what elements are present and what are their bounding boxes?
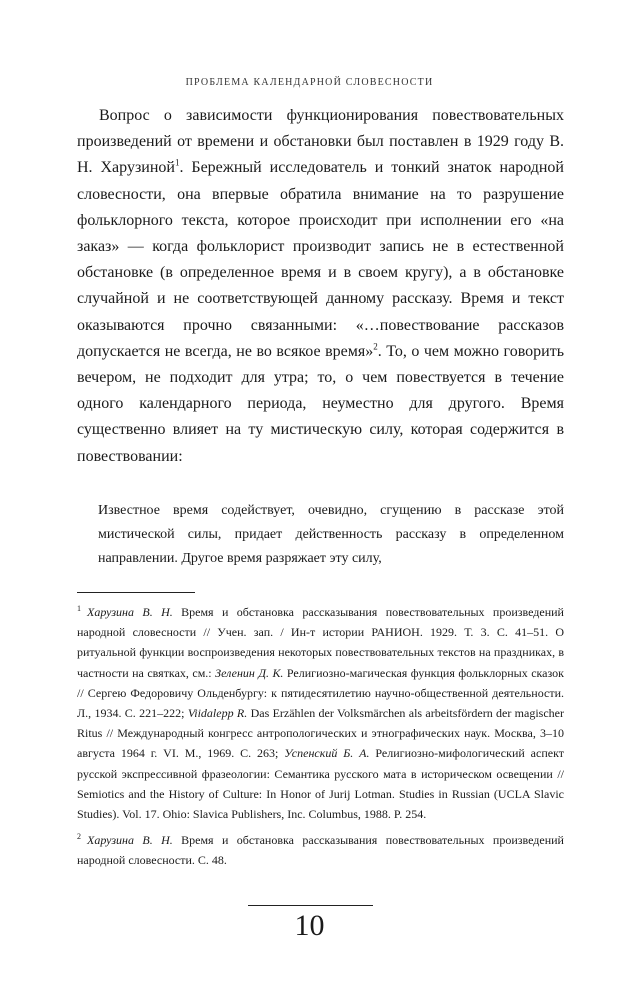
footnote-ref-1[interactable]: 1 <box>174 158 180 169</box>
footnote-separator <box>77 592 195 593</box>
footnote-text: Религиозно-магическая функция фольклорных сказок // Сергею Федоровичу Ольденбургу: к пятидесятилетию научно-общественной деятельности. Л., 1934. С. 221–222; <box>77 665 565 721</box>
footnote-author: Зеленин Д. К. <box>215 665 284 680</box>
footnote-text: Время и обстановка рассказывания повествовательных произведений народной словесности. С. 48. <box>77 833 564 868</box>
footnote-author: Viidalepp R. <box>187 706 248 721</box>
main-text-part-2: . Бережный исследователь и тонкий знаток народной словесности, она впервые обратила внимание на то разрушение фольклорного текста, которое происходит при исполнении его «на заказ» — когда фольклорист производит запись не в естественной обстановке (в определенное время и в своем кругу), а в обстановке случайной и не соответствующей данному рассказу. Время и текст оказываются прочно связанными: «…повествование рассказов допускается не всегда, не во всякое время» <box>77 159 564 360</box>
footnote-author: Успенский Б. А. <box>284 746 370 761</box>
footnote-text: Время и обстановка рассказывания повествовательных произведений народной словесности // Учен. зап. / Ин-т истории РАНИОН. 1929. Т. 3. С. 41–51. О ритуальной функции воспроизведения некоторых повествовательных текстов на праздниках, в частности на святках, см.: <box>77 605 564 680</box>
footnote-author: Харузина В. Н. <box>87 605 173 619</box>
main-text-part-1: Вопрос о зависимости функционирования повествовательных произведений от времени и обстановки был поставлен в 1929 году В. Н. Харузиной <box>77 107 564 177</box>
block-quote <box>98 499 564 571</box>
footnote-text: Религиозно-мифологический аспект русской экспрессивной фразеологии: Семантика русского мата в историческом освещении // Semiotics and the History of Culture: In Honor of Jurij Lotman. Studies in Russian (UCLA Slavic Studies). Vol. 17. Ohio: Slavica Publishers, Inc. Columbus, 1988. P. 254. <box>77 746 564 822</box>
footnote-text: Das Erzählen der Volksmärchen als arbeitsfördern der magischer Ritus // Международный конгресс антропологических и этнографических наук. Москва, 3–10 августа 1964 г. VI. М., 1969. С. 263; <box>77 706 564 761</box>
footnote-ref-2[interactable]: 2 <box>373 341 378 352</box>
running-header: ПРОБЛЕМА КАЛЕНДАРНОЙ СЛОВЕСНОСТИ <box>185 77 434 88</box>
quote-text: Известное время содействует, очевидно, сгущению в рассказе этой мистической силы, придает действенность рассказу в определенном направлении. Другое время разряжает эту силу, <box>98 503 564 566</box>
footnote-1 <box>77 602 564 824</box>
main-paragraph <box>77 103 564 470</box>
footnote-number: 2 <box>77 832 81 842</box>
page-number: 10 <box>294 909 325 942</box>
footnote-author: Харузина В. Н. <box>87 833 173 848</box>
main-text <box>77 103 564 470</box>
footnote-2 <box>77 830 564 870</box>
footnotes <box>77 602 564 871</box>
footnote-number: 1 <box>77 604 81 613</box>
main-text-part-3: . То, о чем можно говорить вечером, не подходит для утра; то, о чем повествуется в течение одного календарного периода, неуместно для другого. Время существенно влияет на ту мистическую силу, которая содержится в повествовании: <box>77 342 564 465</box>
